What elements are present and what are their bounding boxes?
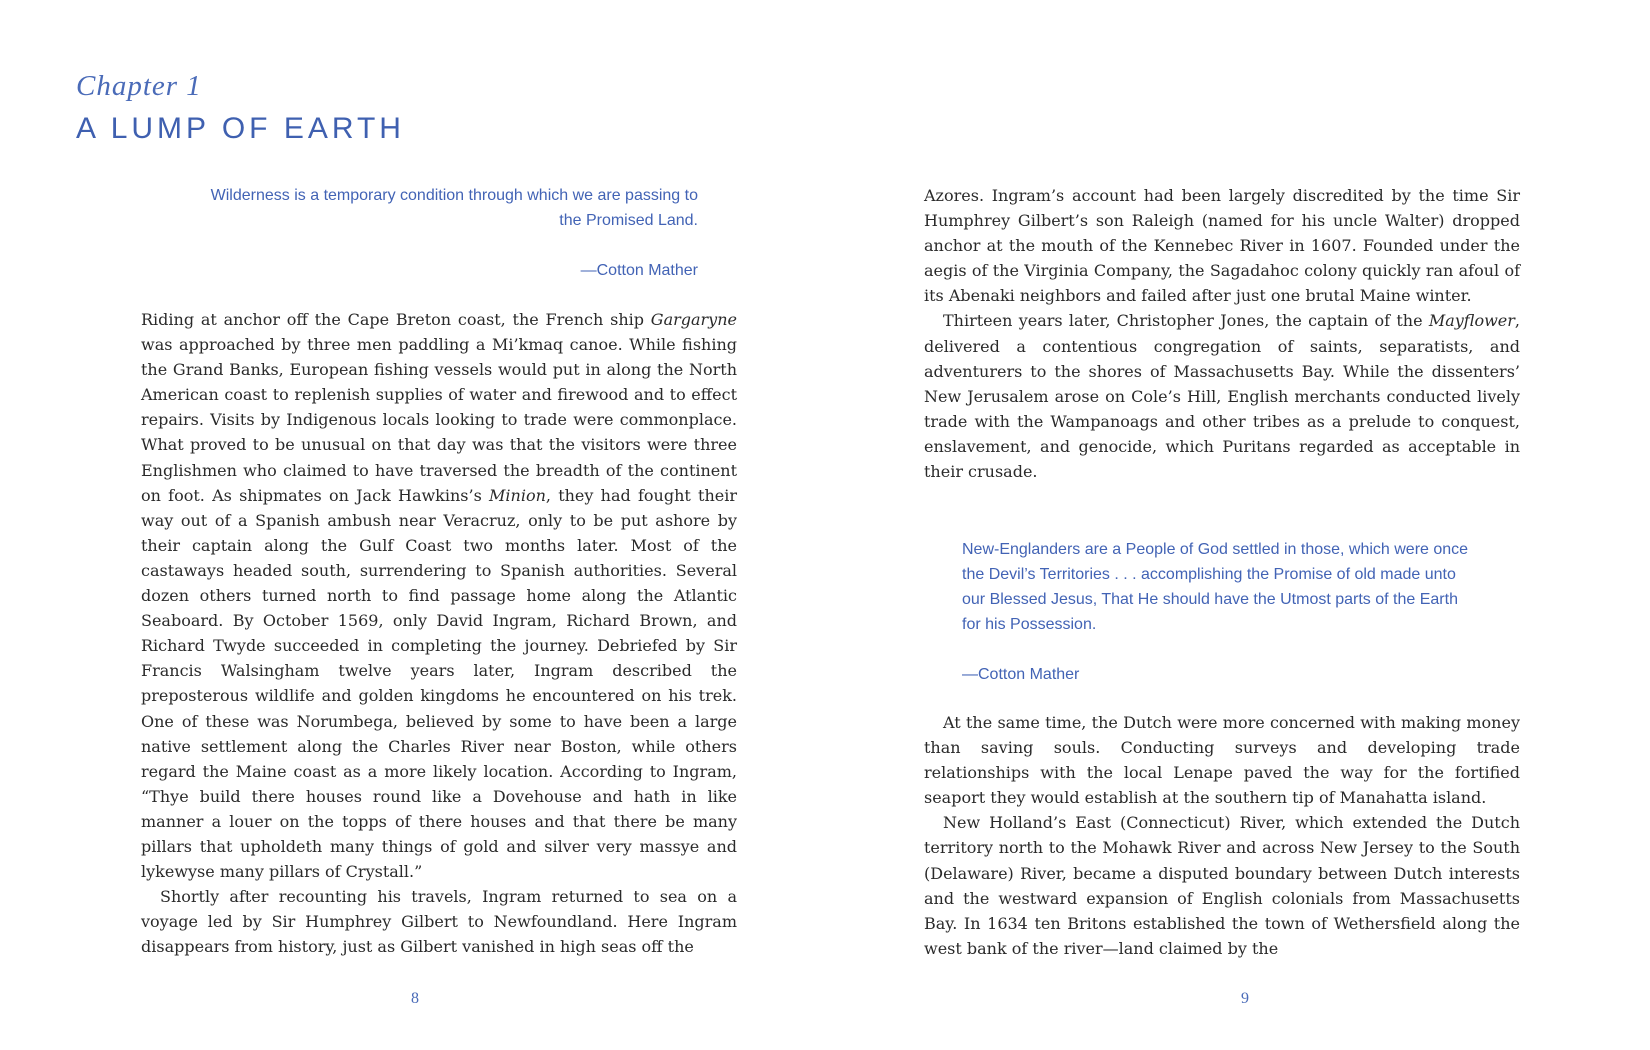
paragraph: At the same time, the Dutch were more concerned with making money than saving souls. Conducting surveys and developing trade relationships with the local Lenape paved the way for the fortified seaport they would establish at the southern tip of Manahatta island. xyxy=(924,713,1520,808)
chapter-title: A LUMP OF EARTH xyxy=(76,112,405,145)
paragraph xyxy=(141,307,737,884)
paragraph-text: Riding at anchor off the Cape Breton coast, the French ship xyxy=(141,310,651,329)
ship-name: Gargaryne xyxy=(650,310,737,329)
paragraph-text: Thirteen years later, Christopher Jones, the captain of the xyxy=(943,311,1429,331)
epigraph-attribution: —Cotton Mather xyxy=(962,666,1080,683)
paragraph-text: , delivered a contentious congregation of saints, separatists, and adventurers to the shores of Massachusetts Bay. While the dissenters’ New Jerusalem arose on Cole’s Hill, English merchants conducted lively trade with the Wampanoags and other tribes as a prelude to conquest, enslavement, and genocide, which Puritans regarded as acceptable in their crusade. xyxy=(924,311,1520,482)
epigraph-left xyxy=(190,183,698,283)
paragraph-text: was approached by three men paddling a Mi’kmaq canoe. While fishing the Grand Banks, European fishing vessels would put in along the North American coast to replenish supplies of water and firewood and to effect repairs. Visits by Indigenous locals looking to trade were commonplace. What proved to be unusual on that day was that the visitors were three Englishmen who claimed to have traversed the breadth of the continent on foot. As shipmates on Jack Hawkins’s xyxy=(141,335,737,505)
paragraph: Shortly after recounting his travels, Ingram returned to sea on a voyage led by Sir Humphrey Gilbert to Newfoundland. Here Ingram disappears from history, just as Gilbert vanished in high seas off the xyxy=(141,887,737,957)
chapter-label: Chapter 1 xyxy=(76,70,202,102)
ship-name: Minion xyxy=(489,485,546,505)
epigraph-attribution: —Cotton Mather xyxy=(580,262,698,279)
ship-name: Mayflower xyxy=(1428,311,1515,331)
paragraph: Azores. Ingram’s account had been largely discredited by the time Sir Humphrey Gilbert’s son Raleigh (named for his uncle Walter) dropped anchor at the mouth of the Kennebec River in 1607. Founded under the aegis of the Virginia Company, the Sagadahoc colony quickly ran afoul of its Abenaki neighbors and failed after just one brutal Maine winter. xyxy=(924,186,1520,306)
left-page-body xyxy=(141,307,737,959)
right-page-body-top xyxy=(924,183,1520,484)
page-number-left: 8 xyxy=(411,990,419,1007)
epigraph-quote: Wilderness is a temporary condition through which we are passing to the Promised Land. xyxy=(210,187,698,229)
paragraph: New Holland’s East (Connecticut) River, which extended the Dutch territory north to the Mohawk River and across New Jersey to the South (Delaware) River, became a disputed boundary between Dutch interests and the westward expansion of English colonials from Massachusetts Bay. In 1634 ten Britons established the town of Wethersfield along the west bank of the river—land claimed by the xyxy=(924,813,1520,958)
right-page-body-bottom xyxy=(924,710,1520,961)
epigraph-quote: New-Englanders are a People of God settled in those, which were once the Devil’s Territories . . . accomplishing the Promise of old made unto our Blessed Jesus, That He should have the Utmost parts of the Earth for his Possession. xyxy=(962,541,1469,633)
paragraph xyxy=(924,308,1520,484)
paragraph-text: , they had fought their way out of a Spanish ambush near Veracruz, only to be put ashore by their captain along the Gulf Coast two months later. Most of the castaways headed south, surrendering to Spanish authorities. Several dozen others turned north to find passage home along the Atlantic Seaboard. By October 1569, only David Ingram, Richard Brown, and Richard Twyde succeeded in completing the journey. Debriefed by Sir Francis Walsingham twelve years later, Ingram described the preposterous wildlife and golden kingdoms he encountered on his trek. One of these was Norumbega, believed by some to have been a large native settlement along the Charles River near Boston, while others regard the Maine coast as a more likely location. According to Ingram, “Thye build there houses round like a Dovehouse and hath in like manner a louer on the topps of there houses and that there be many pillars that upholdeth many things of gold and silver very massye and lykewyse many pillars of Crystall.” xyxy=(141,485,738,882)
page-number-right: 9 xyxy=(1241,990,1249,1007)
epigraph-right xyxy=(962,537,1474,687)
